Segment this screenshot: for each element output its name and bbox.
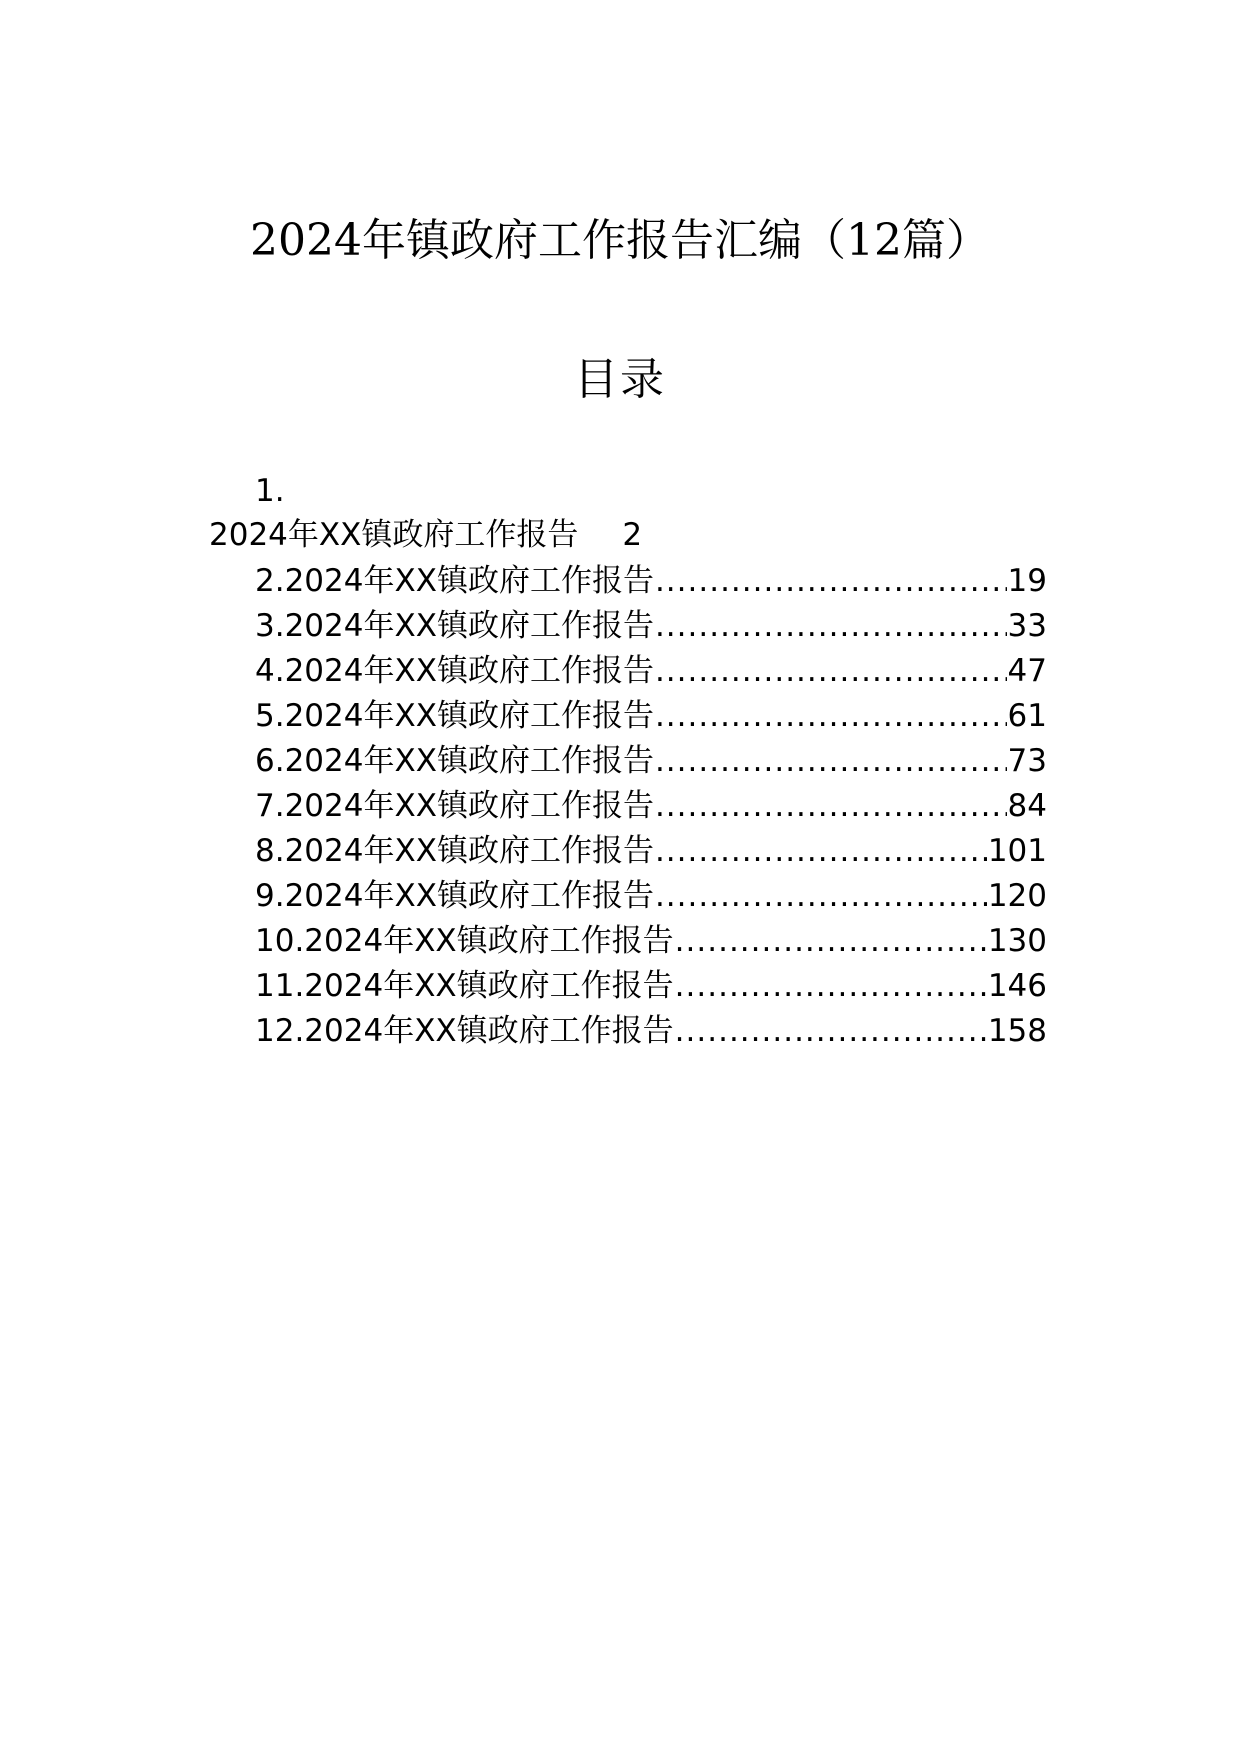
toc-entry-1-number[interactable]: 1.	[255, 473, 285, 509]
toc-entry-1[interactable]	[209, 514, 642, 556]
toc-entry-1-label: 2024年XX镇政府工作报告	[209, 517, 579, 553]
toc-entry-label: 10.2024年XX镇政府工作报告	[255, 923, 674, 959]
toc-entry[interactable]	[255, 1009, 1047, 1054]
toc-leader	[655, 739, 1007, 784]
toc-entry-label: 8.2024年XX镇政府工作报告	[255, 833, 654, 869]
toc-entry[interactable]	[255, 874, 1047, 919]
toc-entry-page: 146	[987, 968, 1047, 1004]
toc-entry[interactable]	[255, 559, 1047, 604]
toc-entry-page: 19	[1007, 563, 1047, 599]
toc-entry-label: 2.2024年XX镇政府工作报告	[255, 563, 654, 599]
toc-entry-page: 101	[987, 833, 1047, 869]
toc-entry-page: 47	[1007, 653, 1047, 689]
toc-list	[255, 559, 1047, 1054]
toc-entry[interactable]	[255, 919, 1047, 964]
toc-leader	[655, 829, 987, 874]
toc-entry-label: 9.2024年XX镇政府工作报告	[255, 878, 654, 914]
toc-leader	[655, 604, 1007, 649]
toc-entry[interactable]	[255, 784, 1047, 829]
toc-entry-page: 61	[1007, 698, 1047, 734]
toc-entry[interactable]	[255, 604, 1047, 649]
toc-leader	[675, 919, 987, 964]
toc-leader	[655, 784, 1007, 829]
toc-entry-page: 158	[987, 1013, 1047, 1049]
toc-leader	[655, 649, 1007, 694]
toc-leader	[675, 1009, 987, 1054]
toc-entry-label: 5.2024年XX镇政府工作报告	[255, 698, 654, 734]
toc-entry-page: 120	[987, 878, 1047, 914]
toc-entry[interactable]	[255, 739, 1047, 784]
toc-entry-label: 4.2024年XX镇政府工作报告	[255, 653, 654, 689]
toc-entry[interactable]	[255, 829, 1047, 874]
toc-entry-label: 3.2024年XX镇政府工作报告	[255, 608, 654, 644]
toc-entry-label: 11.2024年XX镇政府工作报告	[255, 968, 674, 1004]
toc-entry-1-page: 2	[622, 517, 643, 553]
toc-leader	[655, 559, 1007, 604]
toc-leader	[655, 694, 1007, 739]
toc-leader	[655, 874, 987, 919]
toc-entry-page: 130	[987, 923, 1047, 959]
toc-entry-page: 33	[1007, 608, 1047, 644]
toc-entry[interactable]	[255, 649, 1047, 694]
toc-leader	[675, 964, 987, 1009]
document-title: 2024年镇政府工作报告汇编（12篇）	[250, 215, 990, 266]
toc-entry[interactable]	[255, 964, 1047, 1009]
toc-entry[interactable]	[255, 694, 1047, 739]
toc-entry-label: 7.2024年XX镇政府工作报告	[255, 788, 654, 824]
toc-heading: 目录	[574, 354, 666, 405]
toc-entry-page: 84	[1007, 788, 1047, 824]
toc-entry-label: 12.2024年XX镇政府工作报告	[255, 1013, 674, 1049]
toc-entry-label: 6.2024年XX镇政府工作报告	[255, 743, 654, 779]
toc-entry-page: 73	[1007, 743, 1047, 779]
